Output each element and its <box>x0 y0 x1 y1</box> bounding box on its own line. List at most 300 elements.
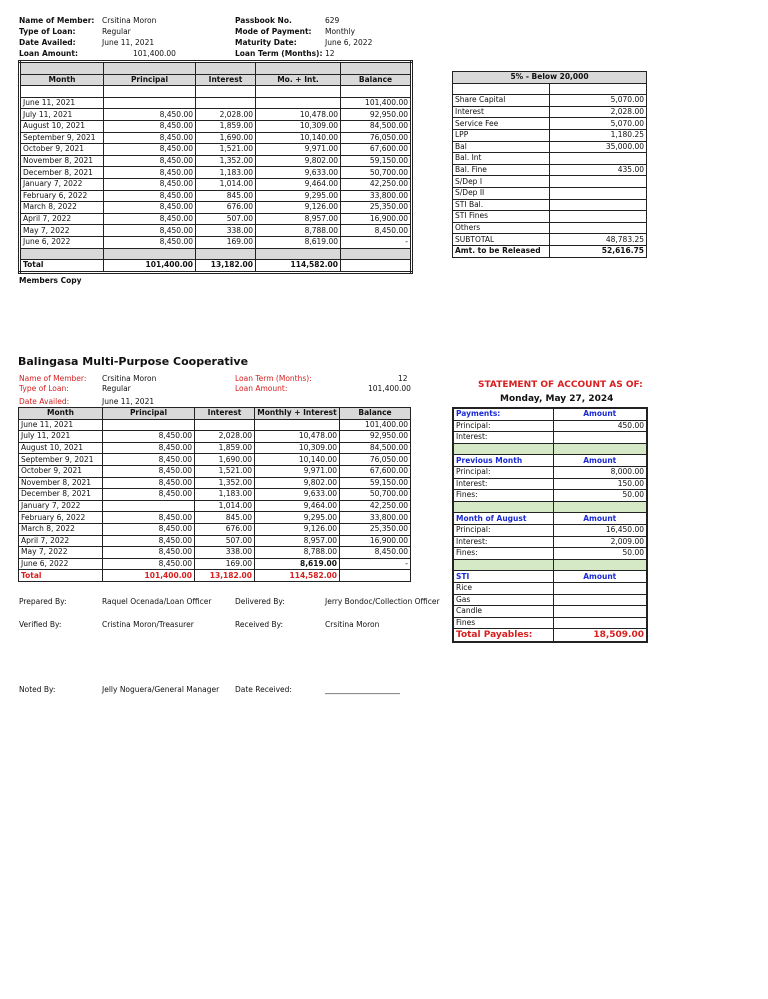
balance-cell: 84,500.00 <box>340 442 411 454</box>
loan-type-label: Type of Loan: <box>19 27 76 36</box>
deduction-label: S/Dep II <box>453 187 550 199</box>
section-header-row <box>453 455 647 467</box>
deduction-label: Bal <box>453 141 550 153</box>
received-by-value: Crsitina Moron <box>325 620 380 629</box>
month-cell: May 7, 2022 <box>20 225 104 237</box>
principal-cell: Principal <box>104 74 196 86</box>
balance-cell: 42,250.00 <box>341 178 412 190</box>
deduction-amount: 48,783.25 <box>550 234 647 246</box>
monthly-total-cell: 8,957.00 <box>255 535 340 547</box>
delivered-by-value: Jerry Bondoc/Collection Officer <box>325 597 440 606</box>
monthly-total-cell: 10,309.00 <box>255 442 340 454</box>
item-label: Principal: <box>453 420 553 432</box>
principal-cell: 8,450.00 <box>103 535 195 547</box>
table-cell <box>453 501 553 513</box>
deduction-amount: 5,070.00 <box>550 118 647 130</box>
spacer-row <box>20 248 412 260</box>
principal-cell: 8,450.00 <box>104 144 196 156</box>
table-row <box>19 431 411 443</box>
table-cell <box>20 248 104 260</box>
balance-cell: 25,350.00 <box>340 523 411 535</box>
amount-header: Amount <box>553 408 647 420</box>
principal-cell: 8,450.00 <box>104 236 196 248</box>
table-row <box>20 178 412 190</box>
balance-cell: Balance <box>341 74 412 86</box>
verified-by-label: Verified By: <box>19 620 62 629</box>
item-amount <box>553 582 647 594</box>
deduction-amount: 52,616.75 <box>550 245 647 257</box>
month-cell: April 7, 2022 <box>20 213 104 225</box>
item-label: Interest: <box>453 478 553 490</box>
monthly-total-cell: 10,478.00 <box>255 431 340 443</box>
monthly-total-cell: 9,633.00 <box>256 167 341 179</box>
deduction-label: S/Dep I <box>453 176 550 188</box>
interest-cell: Interest <box>195 408 255 420</box>
month-cell: October 9, 2021 <box>19 465 103 477</box>
table-row <box>20 225 412 237</box>
monthly-total-cell: 8,619.00 <box>255 558 340 570</box>
month-cell: June 6, 2022 <box>20 236 104 248</box>
table-cell <box>553 559 647 571</box>
deduction-amount <box>550 153 647 165</box>
month-cell: November 8, 2021 <box>20 155 104 167</box>
table-cell <box>453 83 550 95</box>
monthly-total-cell: 8,619.00 <box>256 236 341 248</box>
deduction-row <box>453 176 647 188</box>
table-cell <box>196 62 256 75</box>
interest-cell: 1,183.00 <box>196 167 256 179</box>
section-label: Payments: <box>453 408 553 420</box>
sti-row <box>453 594 647 606</box>
monthly-total-cell <box>256 97 341 109</box>
deduction-amount <box>550 176 647 188</box>
table-row <box>19 477 411 489</box>
principal-cell: 8,450.00 <box>104 190 196 202</box>
interest-cell: 1,352.00 <box>196 155 256 167</box>
table-row <box>19 512 411 524</box>
interest-cell: 1,183.00 <box>195 489 255 501</box>
table-cell <box>196 248 256 260</box>
top-amortization-table <box>18 60 413 274</box>
noted-by-value: Jelly Noguera/General Manager <box>102 685 220 694</box>
month-cell: June 11, 2021 <box>19 419 103 431</box>
sti-row <box>453 617 647 629</box>
august-row <box>453 548 647 560</box>
table-row <box>19 523 411 535</box>
table-cell <box>104 248 196 260</box>
interest-cell: 1,014.00 <box>195 500 255 512</box>
interest-cell: 676.00 <box>195 523 255 535</box>
deduction-row <box>453 222 647 234</box>
table-row <box>19 419 411 431</box>
interest-cell: 1,859.00 <box>196 120 256 132</box>
principal-cell: 8,450.00 <box>103 431 195 443</box>
month-cell: June 6, 2022 <box>19 558 103 570</box>
amount-header: Amount <box>553 571 647 583</box>
date-availed-label: Date Availed: <box>19 397 70 406</box>
deduction-amount <box>550 187 647 199</box>
interest-cell: 676.00 <box>196 202 256 214</box>
payment-row <box>453 420 647 432</box>
principal-cell <box>104 97 196 109</box>
item-label: Gas <box>453 594 553 606</box>
maturity-label: Maturity Date: <box>235 38 297 47</box>
month-cell: May 7, 2022 <box>19 547 103 559</box>
monthly-total-cell: 10,140.00 <box>255 454 340 466</box>
month-cell: September 9, 2021 <box>20 132 104 144</box>
deduction-label: SUBTOTAL <box>453 234 550 246</box>
deduction-amount <box>550 199 647 211</box>
loan-amount-value: 101,400.00 <box>133 49 176 58</box>
table-row <box>20 167 412 179</box>
principal-cell: 8,450.00 <box>103 523 195 535</box>
monthly-total-cell: Mo. + Int. <box>256 74 341 86</box>
august-row <box>453 536 647 548</box>
deduction-row <box>453 153 647 165</box>
members-copy-label: Members Copy <box>19 276 82 285</box>
spacer-row <box>20 62 412 75</box>
item-amount: 8,000.00 <box>553 466 647 478</box>
interest-cell: 2,028.00 <box>196 109 256 121</box>
balance-cell: 59,150.00 <box>340 477 411 489</box>
interest-cell: 13,182.00 <box>196 260 256 273</box>
table-cell <box>104 62 196 75</box>
deduction-row <box>453 95 647 107</box>
date-received-value: ____________________ <box>325 685 400 694</box>
item-amount <box>553 606 647 618</box>
principal-cell <box>103 500 195 512</box>
interest-cell: 338.00 <box>196 225 256 237</box>
month-cell: March 8, 2022 <box>19 523 103 535</box>
total-row <box>19 570 411 582</box>
item-amount: 50.00 <box>553 548 647 560</box>
monthly-total-cell: 9,802.00 <box>256 155 341 167</box>
sti-row <box>453 606 647 618</box>
table-row <box>20 144 412 156</box>
previous-month-row <box>453 490 647 502</box>
item-amount <box>553 594 647 606</box>
interest-cell: 169.00 <box>195 558 255 570</box>
table-cell <box>341 248 412 260</box>
deduction-amount: 435.00 <box>550 164 647 176</box>
balance-cell: 25,350.00 <box>341 202 412 214</box>
interest-cell: 507.00 <box>195 535 255 547</box>
interest-cell: 13,182.00 <box>195 570 255 582</box>
interest-cell: 1,521.00 <box>195 465 255 477</box>
balance-cell: 67,600.00 <box>341 144 412 156</box>
balance-cell: 33,800.00 <box>341 190 412 202</box>
deduction-row <box>453 187 647 199</box>
month-cell: August 10, 2021 <box>20 120 104 132</box>
table-cell <box>256 62 341 75</box>
principal-cell: 8,450.00 <box>104 132 196 144</box>
deduction-row <box>453 129 647 141</box>
table-row <box>20 120 412 132</box>
monthly-total-cell: 9,971.00 <box>256 144 341 156</box>
section-label: Previous Month <box>453 455 553 467</box>
deduction-amount: 1,180.25 <box>550 129 647 141</box>
balance-cell: 16,900.00 <box>340 535 411 547</box>
statement-title: STATEMENT OF ACCOUNT AS OF: <box>478 380 643 390</box>
section-header-row <box>453 513 647 525</box>
cooperative-title: Balingasa Multi-Purpose Cooperative <box>18 355 249 368</box>
balance-cell: - <box>341 236 412 248</box>
header-row <box>19 408 411 420</box>
balance-cell: 8,450.00 <box>340 547 411 559</box>
balance-cell: 84,500.00 <box>341 120 412 132</box>
section-label: Month of August <box>453 513 553 525</box>
deduction-amount: 2,028.00 <box>550 106 647 118</box>
spacer-row <box>20 86 412 98</box>
interest-cell <box>195 419 255 431</box>
month-cell: August 10, 2021 <box>19 442 103 454</box>
table-cell <box>553 443 647 455</box>
deduction-label: Share Capital <box>453 95 550 107</box>
item-label: Rice <box>453 582 553 594</box>
deduction-label: Bal. Int <box>453 153 550 165</box>
interest-cell <box>196 97 256 109</box>
monthly-total-cell: 9,295.00 <box>256 190 341 202</box>
date-received-label: Date Received: <box>235 685 292 694</box>
item-label: Candle <box>453 606 553 618</box>
table-cell <box>341 86 412 98</box>
amount-header: Amount <box>553 455 647 467</box>
loan-type-value: Regular <box>102 384 131 393</box>
loan-amount-label: Loan Amount: <box>19 49 78 58</box>
principal-cell: 8,450.00 <box>103 454 195 466</box>
balance-cell: - <box>340 558 411 570</box>
deductions-table <box>452 71 647 258</box>
table-row <box>19 535 411 547</box>
balance-cell <box>340 570 411 582</box>
month-cell: Total <box>20 260 104 273</box>
balance-cell <box>341 260 412 273</box>
previous-month-row <box>453 478 647 490</box>
payment-mode-value: Monthly <box>325 27 356 36</box>
monthly-total-cell: 8,788.00 <box>256 225 341 237</box>
principal-cell: 8,450.00 <box>104 167 196 179</box>
balance-cell: 33,800.00 <box>340 512 411 524</box>
balance-cell: 16,900.00 <box>341 213 412 225</box>
spacer-row <box>453 443 647 455</box>
interest-cell: 338.00 <box>195 547 255 559</box>
item-amount <box>553 617 647 629</box>
monthly-total-cell: 9,464.00 <box>256 178 341 190</box>
principal-cell: 8,450.00 <box>104 178 196 190</box>
statement-date: Monday, May 27, 2024 <box>500 394 614 404</box>
balance-cell: 67,600.00 <box>340 465 411 477</box>
principal-cell: 8,450.00 <box>104 155 196 167</box>
balance-cell: 50,700.00 <box>340 489 411 501</box>
noted-by-label: Noted By: <box>19 685 56 694</box>
month-cell: September 9, 2021 <box>19 454 103 466</box>
table-cell <box>256 248 341 260</box>
deductions-header: 5% - Below 20,000 <box>453 72 647 84</box>
item-amount: 150.00 <box>553 478 647 490</box>
table-row <box>19 454 411 466</box>
received-by-label: Received By: <box>235 620 284 629</box>
balance-cell: 50,700.00 <box>341 167 412 179</box>
delivered-by-label: Delivered By: <box>235 597 285 606</box>
table-cell <box>341 62 412 75</box>
item-amount: 2,009.00 <box>553 536 647 548</box>
bottom-amortization-table <box>18 407 411 582</box>
principal-cell: 8,450.00 <box>104 213 196 225</box>
date-availed-label: Date Availed: <box>19 38 76 47</box>
table-row <box>19 465 411 477</box>
month-cell: Month <box>20 74 104 86</box>
month-cell: Month <box>19 408 103 420</box>
item-label: Fines: <box>453 548 553 560</box>
loan-term-value: 12 <box>325 49 335 58</box>
balance-cell: 92,950.00 <box>341 109 412 121</box>
amount-header: Amount <box>553 513 647 525</box>
table-row <box>19 500 411 512</box>
month-cell: April 7, 2022 <box>19 535 103 547</box>
name-label: Name of Member: <box>19 374 87 383</box>
deduction-row <box>453 245 647 257</box>
deduction-label: Amt. to be Released <box>453 245 550 257</box>
loan-type-label: Type of Loan: <box>19 384 69 393</box>
loan-amount-value: 101,400.00 <box>368 384 411 393</box>
deduction-row <box>453 211 647 223</box>
item-amount: 450.00 <box>553 420 647 432</box>
deduction-row <box>453 141 647 153</box>
table-row <box>20 97 412 109</box>
sti-row <box>453 582 647 594</box>
deduction-row <box>453 118 647 130</box>
maturity-value: June 6, 2022 <box>325 38 373 47</box>
table-row <box>20 190 412 202</box>
principal-cell: Principal <box>103 408 195 420</box>
deduction-label: Interest <box>453 106 550 118</box>
monthly-total-cell: 10,309.00 <box>256 120 341 132</box>
spacer-row <box>453 83 647 95</box>
spacer-row <box>453 501 647 513</box>
table-cell <box>256 86 341 98</box>
verified-by-value: Cristina Moron/Treasurer <box>102 620 194 629</box>
deduction-label: LPP <box>453 129 550 141</box>
principal-cell: 101,400.00 <box>104 260 196 273</box>
principal-cell: 8,450.00 <box>103 442 195 454</box>
item-label: Principal: <box>453 524 553 536</box>
total-payables-row <box>453 629 647 643</box>
month-cell: July 11, 2021 <box>19 431 103 443</box>
month-cell: October 9, 2021 <box>20 144 104 156</box>
month-cell: March 8, 2022 <box>20 202 104 214</box>
deduction-row <box>453 164 647 176</box>
monthly-total-cell: 9,802.00 <box>255 477 340 489</box>
item-amount <box>553 432 647 444</box>
month-cell: January 7, 2022 <box>20 178 104 190</box>
balance-cell: 76,050.00 <box>341 132 412 144</box>
item-label: Fines <box>453 617 553 629</box>
item-amount: 50.00 <box>553 490 647 502</box>
table-row <box>19 442 411 454</box>
total-payables-label: Total Payables: <box>453 629 553 643</box>
august-row <box>453 524 647 536</box>
principal-cell: 8,450.00 <box>103 465 195 477</box>
loan-amount-label: Loan Amount: <box>235 384 288 393</box>
month-cell: November 8, 2021 <box>19 477 103 489</box>
item-amount: 16,450.00 <box>553 524 647 536</box>
interest-cell: 845.00 <box>195 512 255 524</box>
table-cell <box>453 559 553 571</box>
table-row <box>19 558 411 570</box>
table-row <box>19 547 411 559</box>
monthly-total-cell: 114,582.00 <box>256 260 341 273</box>
deduction-amount <box>550 211 647 223</box>
balance-cell: 92,950.00 <box>340 431 411 443</box>
monthly-total-cell: 8,788.00 <box>255 547 340 559</box>
month-cell: December 8, 2021 <box>20 167 104 179</box>
deduction-row <box>453 199 647 211</box>
deduction-amount <box>550 222 647 234</box>
interest-cell: 1,352.00 <box>195 477 255 489</box>
date-availed-value: June 11, 2021 <box>102 38 155 47</box>
table-cell <box>104 86 196 98</box>
balance-cell: 76,050.00 <box>340 454 411 466</box>
interest-cell: 507.00 <box>196 213 256 225</box>
payment-row <box>453 432 647 444</box>
interest-cell: 1,521.00 <box>196 144 256 156</box>
month-cell: February 6, 2022 <box>19 512 103 524</box>
table-row <box>20 213 412 225</box>
monthly-total-cell <box>255 419 340 431</box>
table-cell <box>550 83 647 95</box>
deduction-row <box>453 106 647 118</box>
deduction-label: STI Fines <box>453 211 550 223</box>
balance-cell: 8,450.00 <box>341 225 412 237</box>
monthly-total-cell: 10,140.00 <box>256 132 341 144</box>
spacer-row <box>453 559 647 571</box>
item-label: Interest: <box>453 536 553 548</box>
deduction-label: Others <box>453 222 550 234</box>
principal-cell: 8,450.00 <box>104 109 196 121</box>
loan-type-value: Regular <box>102 27 131 36</box>
header-row <box>20 74 412 86</box>
section-label: STI <box>453 571 553 583</box>
interest-cell: 845.00 <box>196 190 256 202</box>
monthly-total-cell: 9,633.00 <box>255 489 340 501</box>
month-cell: December 8, 2021 <box>19 489 103 501</box>
principal-cell: 8,450.00 <box>103 547 195 559</box>
deduction-row <box>453 234 647 246</box>
balance-cell: 59,150.00 <box>341 155 412 167</box>
table-row <box>20 236 412 248</box>
monthly-total-cell: 114,582.00 <box>255 570 340 582</box>
principal-cell: 8,450.00 <box>103 489 195 501</box>
interest-cell: 169.00 <box>196 236 256 248</box>
item-label: Interest: <box>453 432 553 444</box>
item-label: Fines: <box>453 490 553 502</box>
monthly-total-cell: 10,478.00 <box>256 109 341 121</box>
deduction-label: Service Fee <box>453 118 550 130</box>
deduction-amount: 35,000.00 <box>550 141 647 153</box>
deductions-header-row <box>453 72 647 84</box>
principal-cell <box>103 419 195 431</box>
total-payables-value: 18,509.00 <box>553 629 647 643</box>
table-row <box>19 489 411 501</box>
previous-month-row <box>453 466 647 478</box>
payment-mode-label: Mode of Payment: <box>235 27 312 36</box>
month-cell: February 6, 2022 <box>20 190 104 202</box>
table-row <box>20 202 412 214</box>
month-cell: Total <box>19 570 103 582</box>
table-cell <box>196 86 256 98</box>
interest-cell: 1,690.00 <box>196 132 256 144</box>
loan-term-value: 12 <box>398 374 408 383</box>
